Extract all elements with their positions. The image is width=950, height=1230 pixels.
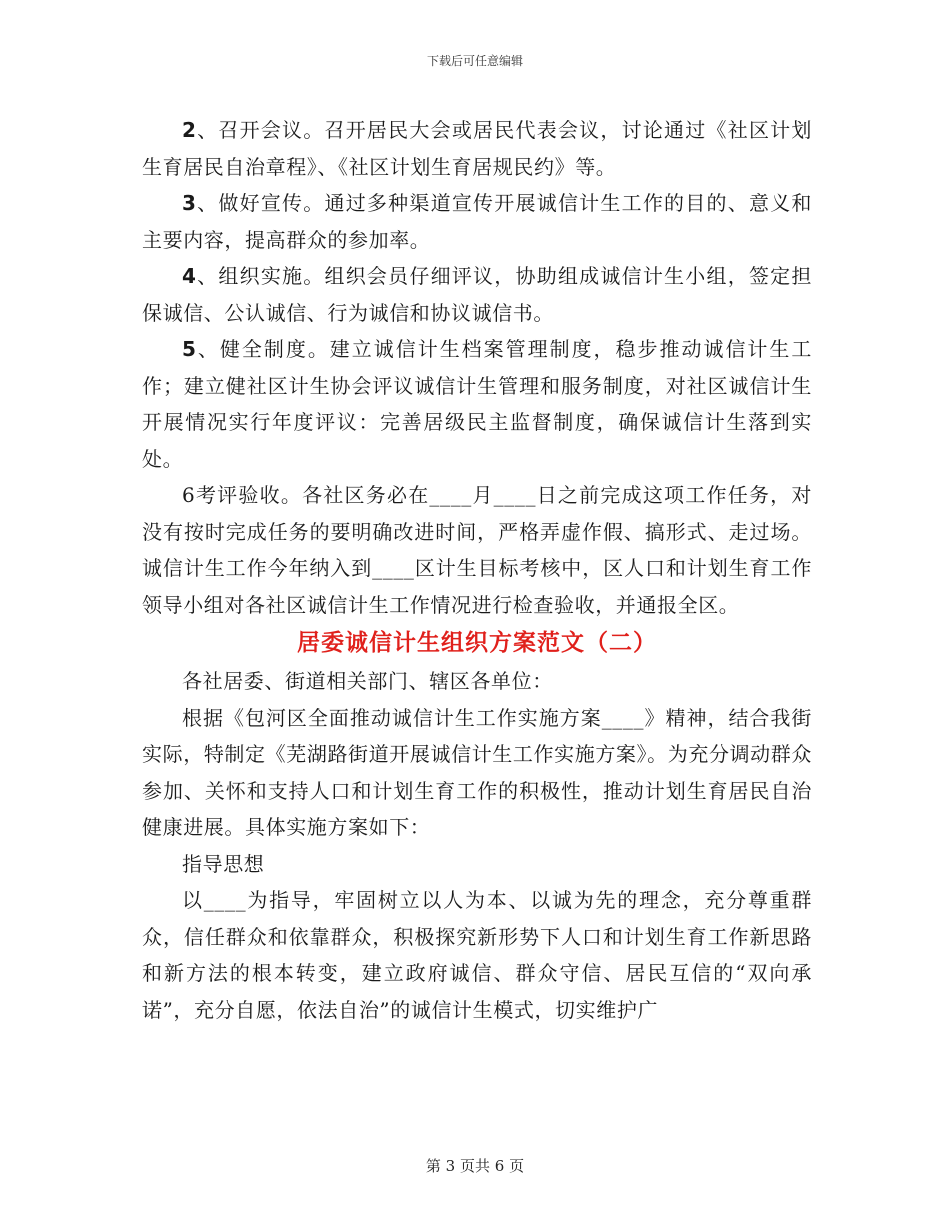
paragraph-item-2 [142,112,812,185]
paragraph-item-5 [142,331,812,477]
paragraph-item-3 [142,185,812,258]
salutation: 各社居委、街道相关部门、辖区各单位： [182,669,553,693]
subheading-guiding-ideology: 指导思想 [182,851,265,876]
item-number: 3 [182,191,197,215]
paragraph-text: 、组织实施。组织会员仔细评议，协助组成诚信计生小组，签定担保诚信、公认诚信、行为诚信和协议诚信书。 [142,264,812,325]
paragraph-text: 6考评验收。各社区务必在____月____日之前完成这项工作任务，对没有按时完成任务的要明确改进时间，严格弄虚作假、搞形式、走过场。诚信计生工作今年纳入到____区计生目标考核中，区人口和计划生育工作领导小组对各社区诚信计生工作情况进行检查验收，并通报全区。 [142,483,812,617]
paragraph-text: 、召开会议。召开居民大会或居民代表会议，讨论通过《社区计划生育居民自治章程》、《社区计划生育居规民约》等。 [142,118,812,179]
document-body [142,112,812,1028]
paragraph-text: 、健全制度。建立诚信计生档案管理制度，稳步推动诚信计生工作；建立健社区计生协会评议诚信计生管理和服务制度，对社区诚信计生开展情况实行年度评议：完善居级民主监督制度，确保诚信计生落到实处。 [142,337,812,471]
guiding-ideology-paragraph: 以____为指导，牢固树立以人为本、以诚为先的理念，充分尊重群众，信任群众和依靠群众，积极探究新形势下人口和计划生育工作新思路和新方法的根本转变，建立政府诚信、群众守信、居民互信的“双向承诺”，充分自愿，依法自治”的诚信计生模式，切实维护广 [142,888,812,1022]
item-number: 5 [182,337,197,361]
item-number: 2 [182,118,197,142]
page-number: 第 3 页共 6 页 [425,1157,525,1175]
paragraph-item-6 [142,477,812,623]
item-number: 4 [182,264,197,288]
section-title: 居委诚信计生组织方案范文（二） [297,629,657,656]
paragraph-item-4 [142,258,812,331]
paragraph-text: 、做好宣传。通过多种渠道宣传开展诚信计生工作的目的、意义和主要内容，提高群众的参加率。 [142,191,812,252]
header-note: 下载后可任意编辑 [426,54,523,68]
intro-paragraph: 根据《包河区全面推动诚信计生工作实施方案____》精神，结合我街实际，特制定《芜湖路街道开展诚信计生工作实施方案》。为充分调动群众参加、关怀和支持人口和计划生育工作的积极性，推动计划生育居民自治健康进展。具体实施方案如下： [142,705,812,839]
